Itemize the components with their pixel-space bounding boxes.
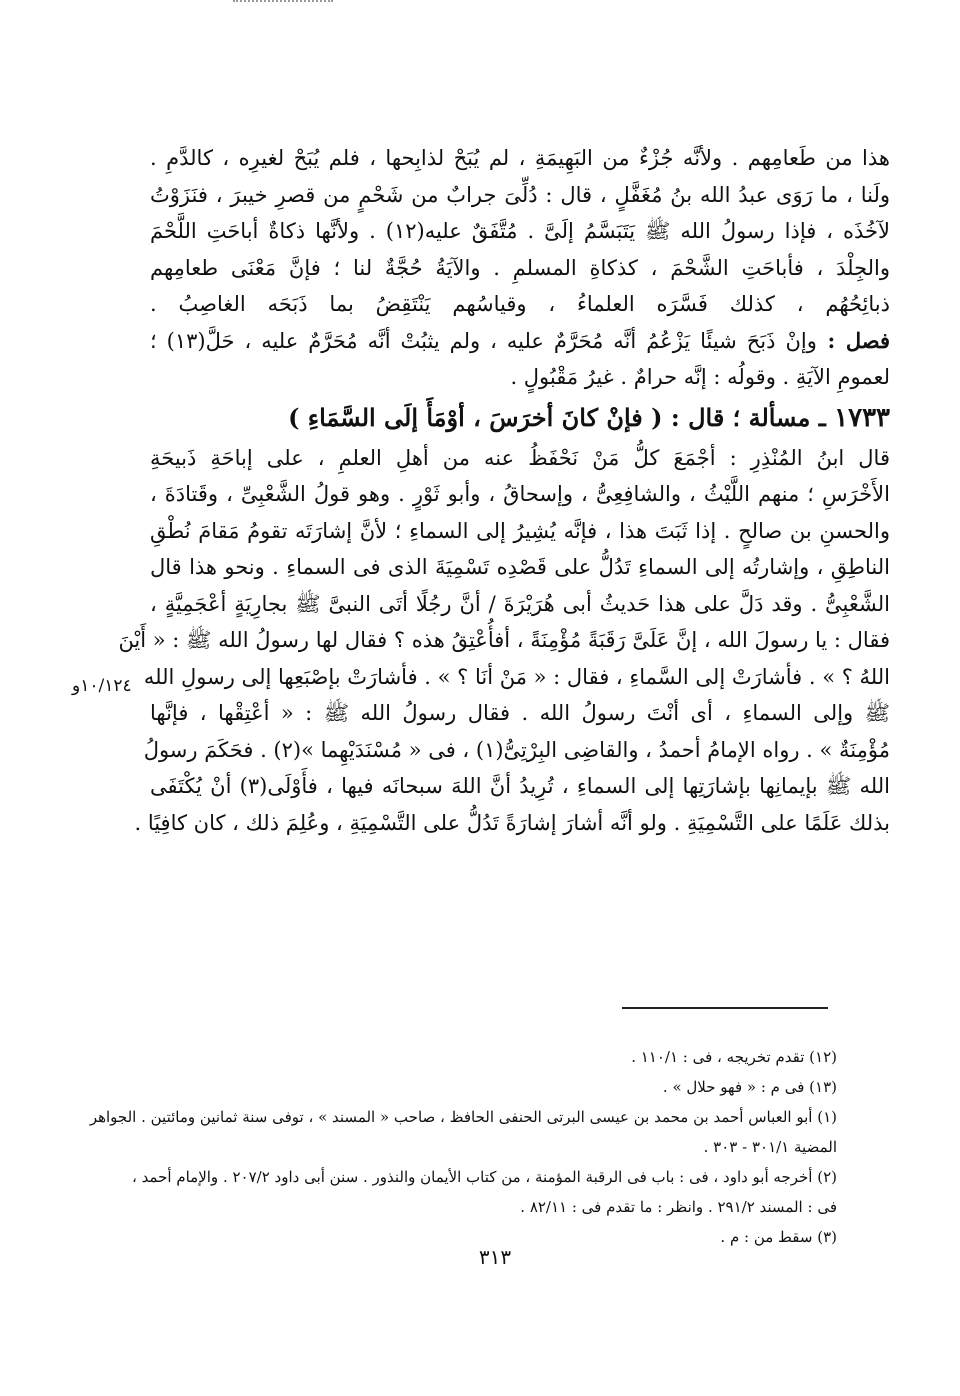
text-line bbox=[150, 768, 890, 805]
text-line bbox=[150, 695, 890, 732]
text-line bbox=[150, 213, 890, 250]
line-text: فقال : يا رسولَ الله ، إنَّ عَلَىَّ رَقَبَةً مُؤْمِنَةً ، أفأُعْتِقُ هذه ؟ فقال لها رسولُ الله ﷺ : « أَيْنَ bbox=[118, 628, 890, 652]
text-line bbox=[150, 140, 890, 177]
line-text: ذبائِحُهُم ، كذلك فَسَّرَه العلماءُ ، وقياسُهم يَنْتَقِضُ بما ذَبَحَه الغاصِبُ . bbox=[150, 292, 890, 316]
footnote: (٣) سقط من : م . bbox=[720, 1228, 837, 1246]
text-line bbox=[150, 250, 890, 287]
footnote-separator bbox=[622, 1007, 828, 1009]
line-text: ولَنا ، ما رَوَى عبدُ الله بنُ مُغَفَّلٍ ، قال : دُلِّىَ جرابٌ من شَحْمٍ من قصرِ خيبرَ ، فنَزَوْتُ bbox=[150, 182, 890, 207]
section-lead: فصل : bbox=[816, 327, 890, 353]
text-line bbox=[150, 513, 890, 550]
line-text: مُؤْمِنَةٌ » . رواه الإمامُ أحمدُ ، والقاضِى البِرْتِىُّ(١) ، فى « مُسْنَدَيْهِما »(٢) . فحَكَمَ رسولُ bbox=[143, 737, 890, 762]
main-text bbox=[118, 140, 890, 841]
heading-text: فإنْ كانَ أخرَسَ ، أوْمَأَ إلَى السَّمَاءِ ) bbox=[288, 402, 643, 432]
heading-prefix: ـ مسألة ؛ قال : ( bbox=[651, 402, 826, 432]
text-line bbox=[134, 805, 890, 842]
footnotes bbox=[89, 1042, 837, 1252]
text-line bbox=[143, 659, 890, 696]
footnote: (١٢) تقدم تخريجه ، فى : ١١٠/١ . bbox=[631, 1048, 837, 1066]
line-text: والحسنِ بن صالحٍ . إذا ثَبَتَ هذا ، فإنَّه يُشِيرُ إلى السماءِ ؛ لأنَّ إشارَتَه تقومُ مَقامَ نُطْقِ bbox=[150, 518, 890, 543]
line-text: هذا من طَعامِهم . ولأنَّه جُزْءٌ من البَهِيمَةِ ، لم يُبَحْ لذابِحها ، فلم يُبَحْ لغيرِه ، كالدَّمِ . bbox=[150, 146, 890, 170]
line-text: الله ﷺ بإيمانِها بإشارَتِها إلى السماءِ ، تُرِيدُ أنَّ اللهَ سبحانَه فيها ، فأَوْلَى(٣) أنْ يُكْتَفَى bbox=[150, 774, 890, 798]
footnote: (١) أبو العباس أحمد بن محمد بن عيسى البرتى الحنفى الحافظ ، صاحب « المسند » ، توفى سنة ثمانين ومائتين . الجواهر bbox=[89, 1108, 837, 1126]
top-dotted-rule bbox=[233, 0, 333, 2]
text-line bbox=[150, 476, 890, 513]
paragraph-block-1 bbox=[150, 140, 890, 396]
line-text: والجِلْدَ ، فأباحَتِ الشَّحْمَ ، كذكاةِ المسلمِ . والآيَةُ حُجَّةٌ لنا ؛ فإنَّ مَعْنَى طعامِهم bbox=[150, 255, 890, 280]
margin-note: ١٠/١٢٤و bbox=[72, 676, 132, 696]
text-line bbox=[150, 177, 890, 214]
line-text: لعمومِ الآيَةِ . وقولُه : إنَّه حرامٌ . غيرُ مَقْبُولٍ . bbox=[510, 365, 890, 389]
text-line bbox=[150, 549, 890, 586]
text-line bbox=[150, 586, 890, 623]
section-heading bbox=[150, 396, 890, 440]
heading-number: ١٧٣٣ bbox=[834, 402, 890, 433]
line-text: قال ابنُ المُنْذِرِ : أجْمَعَ كلُّ مَنْ نَحْفَظُ عنه من أهلِ العلمِ ، على إباحَةِ ذَبيحَةِ bbox=[150, 445, 890, 470]
footnote: المضية ٣٠١/١ - ٣٠٣ . bbox=[703, 1138, 837, 1156]
text-line bbox=[150, 440, 890, 477]
footnote: فى : المسند ٢٩١/٢ . وانظر : ما تقدم فى : ٨٢/١١ . bbox=[520, 1198, 837, 1216]
line-text: وإنْ ذَبَحَ شيئًا يَزْعُمُ أنَّه مُحَرَّمٌ عليه ، ولم يثبُتْ أنَّه مُحَرَّمٌ عليه ، حَلَّ(١٣) ؛ bbox=[150, 328, 817, 353]
text-line bbox=[143, 732, 890, 769]
text-line bbox=[150, 323, 890, 360]
text-line bbox=[150, 359, 890, 396]
footnote: (١٣) فى م : « فهو حلال » . bbox=[662, 1078, 837, 1096]
line-text: ﷺ وإلى السماءِ ، أى أنْتَ رسولُ الله . فقال رسولُ الله ﷺ : « أعْتِقْها ، فإنَّها bbox=[150, 701, 890, 725]
paragraph-block-2 bbox=[118, 440, 890, 842]
footnote: (٢) أخرجه أبو داود ، فى : باب فى الرقبة المؤمنة ، من كتاب الأيمان والنذور . سنن أبى داود ٢٠٧/٢ . والإمام أحمد ، bbox=[131, 1168, 837, 1186]
line-text: الأَخْرَسِ ؛ منهم اللَّيْثُ ، والشافِعِىُّ ، وإسحاقُ ، وأبو ثَوْرٍ . وهو قولُ الشَّعْبِىِّ ، وقَتادَةَ ، bbox=[150, 482, 890, 506]
line-text: اللهُ ؟ » . فأشارَتْ إلى السَّماءِ ، فقال : « مَنْ أنَا ؟ » . فأشارَتْ بإصْبَعِها إلى رسولِ الله bbox=[143, 664, 890, 689]
page-number: ٣١٣ bbox=[478, 1245, 512, 1269]
text-line bbox=[150, 286, 890, 323]
line-text: بذلك عَلَمًا على التَّسْمِيَةِ . ولو أنَّه أشارَ إشارَةً تَدُلُّ على التَّسْمِيَةِ ، وعُلِمَ ذلك ، كان كافِيًا . bbox=[134, 810, 890, 835]
line-text: لآخُذَه ، فإذا رسولُ الله ﷺ يَتَبَسَّمُ إلَىَّ . مُتَّفَقٌ عليه(١٢) . ولأنَّها ذكاةٌ أباحَتِ اللَّحْمَ bbox=[150, 219, 890, 243]
text-line bbox=[118, 622, 890, 659]
line-text: الناطِقِ ، وإشارتُه إلى السماءِ تَدُلُّ على قَصْدِه تَسْمِيَةَ الذى فى السماءِ . ونحو هذا قال bbox=[150, 555, 890, 579]
line-text: الشَّعْبِىُّ . وقد دَلَّ على هذا حَديثُ أبى هُرَيْرَةَ / أنَّ رجُلًا أتَى النبىَّ ﷺ بجارِيَةٍ أعْجَمِيَّةٍ ، bbox=[150, 591, 890, 616]
